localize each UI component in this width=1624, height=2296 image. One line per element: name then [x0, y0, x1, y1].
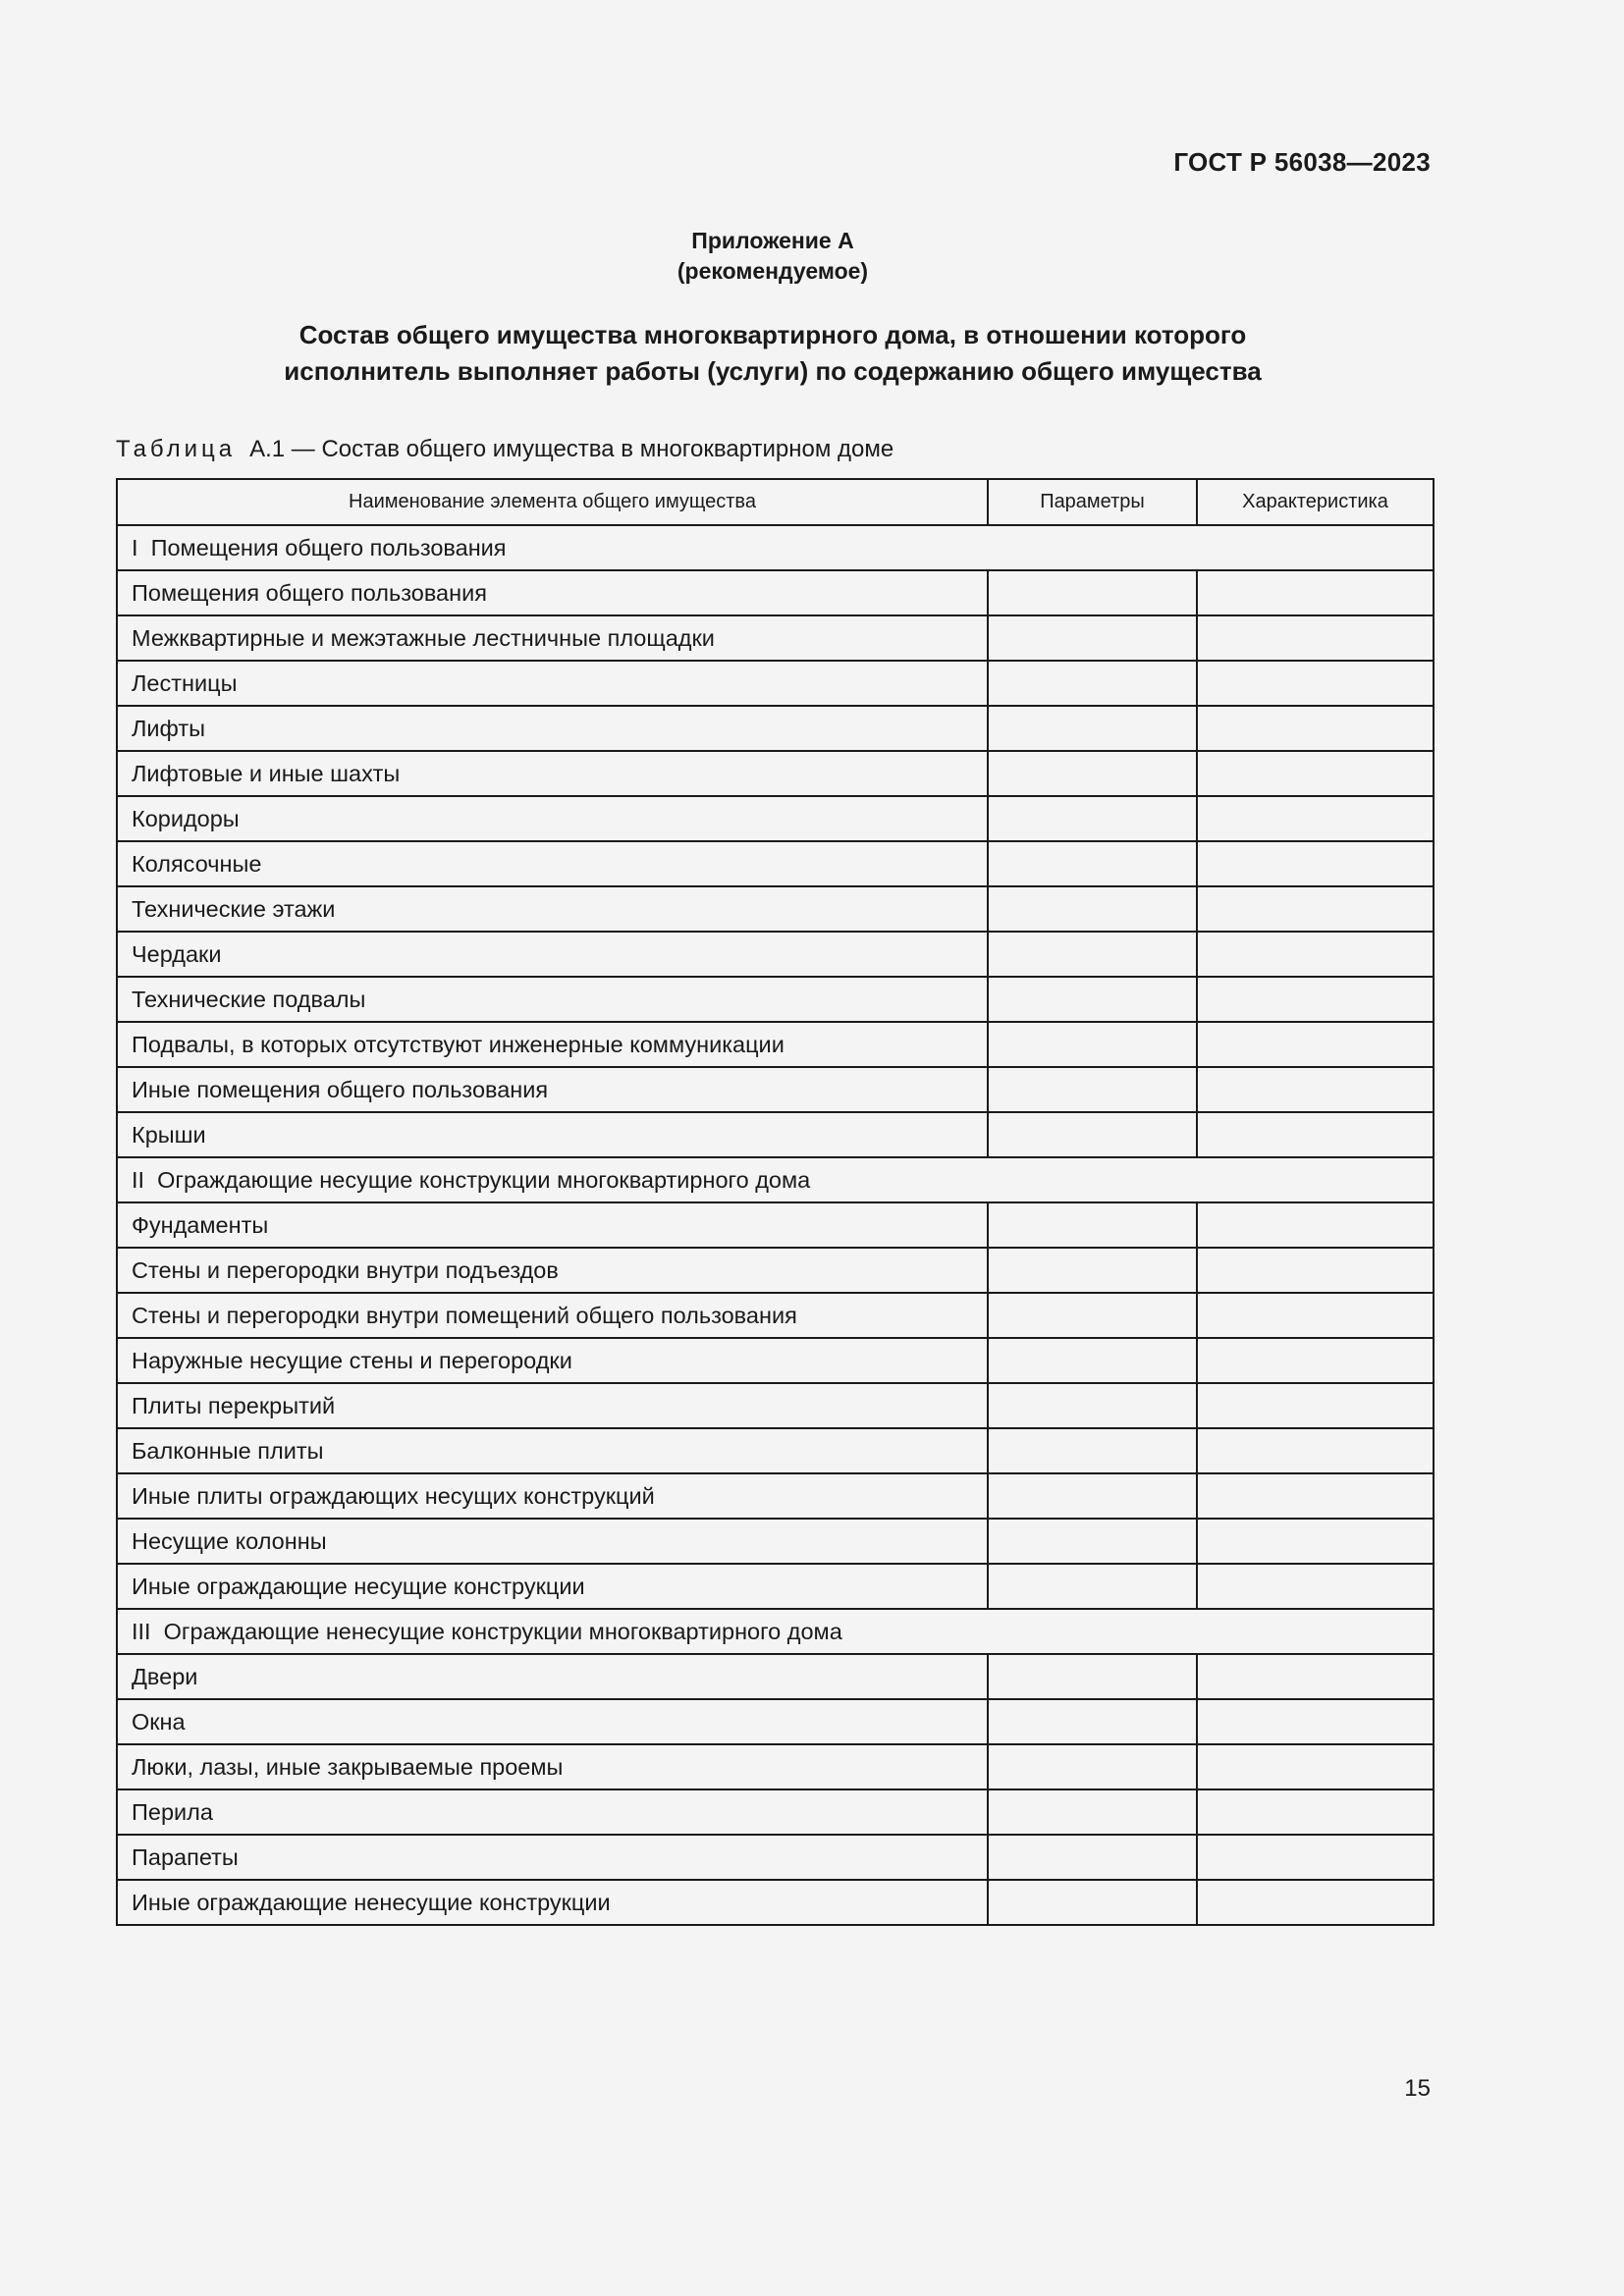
- table-row: [117, 841, 1434, 886]
- characteristics-cell: [1197, 570, 1434, 615]
- element-name-cell: Лифты: [117, 706, 988, 751]
- characteristics-cell: [1197, 1699, 1434, 1744]
- section-title: II Ограждающие несущие конструкции многоквартирного дома: [117, 1157, 1434, 1202]
- parameters-cell: [988, 615, 1197, 661]
- parameters-cell: [988, 977, 1197, 1022]
- parameters-cell: [988, 1880, 1197, 1925]
- appendix-title: Приложение А: [691, 228, 854, 253]
- element-name-cell: Иные ограждающие несущие конструкции: [117, 1564, 988, 1609]
- characteristics-cell: [1197, 1383, 1434, 1428]
- characteristics-cell: [1197, 932, 1434, 977]
- section-row: [117, 525, 1434, 570]
- table-row: [117, 1519, 1434, 1564]
- table-row: [117, 615, 1434, 661]
- characteristics-cell: [1197, 796, 1434, 841]
- characteristics-cell: [1197, 1338, 1434, 1383]
- parameters-cell: [988, 1564, 1197, 1609]
- section-title: III Ограждающие ненесущие конструкции многоквартирного дома: [117, 1609, 1434, 1654]
- parameters-cell: [988, 1293, 1197, 1338]
- characteristics-cell: [1197, 1789, 1434, 1835]
- table-row: [117, 1654, 1434, 1699]
- characteristics-cell: [1197, 1473, 1434, 1519]
- table-row: [117, 661, 1434, 706]
- element-name-cell: Двери: [117, 1654, 988, 1699]
- parameters-cell: [988, 1383, 1197, 1428]
- parameters-cell: [988, 661, 1197, 706]
- element-name-cell: Лестницы: [117, 661, 988, 706]
- column-header-characteristics: Характеристика: [1197, 479, 1434, 525]
- parameters-cell: [988, 1428, 1197, 1473]
- table-row: [117, 932, 1434, 977]
- characteristics-cell: [1197, 1248, 1434, 1293]
- page-number: 15: [1404, 2075, 1431, 2102]
- element-name-cell: Межквартирные и межэтажные лестничные площадки: [117, 615, 988, 661]
- table-row: [117, 1880, 1434, 1925]
- table-row: [117, 1428, 1434, 1473]
- table-header-row: [117, 479, 1434, 525]
- document-title-line-2: исполнитель выполняет работы (услуги) по содержанию общего имущества: [284, 356, 1262, 386]
- characteristics-cell: [1197, 977, 1434, 1022]
- element-name-cell: Коридоры: [117, 796, 988, 841]
- table-row: [117, 1248, 1434, 1293]
- document-title: [0, 317, 1545, 390]
- parameters-cell: [988, 1519, 1197, 1564]
- table-row: [117, 1067, 1434, 1112]
- table-row: [117, 1789, 1434, 1835]
- characteristics-cell: [1197, 661, 1434, 706]
- characteristics-cell: [1197, 1519, 1434, 1564]
- element-name-cell: Крыши: [117, 1112, 988, 1157]
- parameters-cell: [988, 1699, 1197, 1744]
- element-name-cell: Окна: [117, 1699, 988, 1744]
- characteristics-cell: [1197, 1202, 1434, 1248]
- parameters-cell: [988, 1654, 1197, 1699]
- table-row: [117, 886, 1434, 932]
- table-row: [117, 796, 1434, 841]
- characteristics-cell: [1197, 1744, 1434, 1789]
- characteristics-cell: [1197, 841, 1434, 886]
- table-row: [117, 1022, 1434, 1067]
- document-title-line-1: Состав общего имущества многоквартирного дома, в отношении которого: [298, 320, 1247, 349]
- appendix-heading: [0, 226, 1545, 287]
- characteristics-cell: [1197, 751, 1434, 796]
- characteristics-cell: [1197, 886, 1434, 932]
- characteristics-cell: [1197, 615, 1434, 661]
- parameters-cell: [988, 1022, 1197, 1067]
- element-name-cell: Стены и перегородки внутри подъездов: [117, 1248, 988, 1293]
- table-row: [117, 1473, 1434, 1519]
- table-row: [117, 1835, 1434, 1880]
- section-row: [117, 1609, 1434, 1654]
- characteristics-cell: [1197, 1067, 1434, 1112]
- table-row: [117, 1699, 1434, 1744]
- parameters-cell: [988, 1473, 1197, 1519]
- characteristics-cell: [1197, 1293, 1434, 1338]
- standard-number: ГОСТ Р 56038—2023: [1173, 147, 1431, 177]
- characteristics-cell: [1197, 1112, 1434, 1157]
- parameters-cell: [988, 1202, 1197, 1248]
- element-name-cell: Наружные несущие стены и перегородки: [117, 1338, 988, 1383]
- element-name-cell: Стены и перегородки внутри помещений общего пользования: [117, 1293, 988, 1338]
- table-row: [117, 1293, 1434, 1338]
- element-name-cell: Иные помещения общего пользования: [117, 1067, 988, 1112]
- element-name-cell: Помещения общего пользования: [117, 570, 988, 615]
- section-row: [117, 1157, 1434, 1202]
- element-name-cell: Люки, лазы, иные закрываемые проемы: [117, 1744, 988, 1789]
- parameters-cell: [988, 1112, 1197, 1157]
- element-name-cell: Технические этажи: [117, 886, 988, 932]
- property-composition-table: [116, 478, 1435, 1926]
- element-name-cell: Несущие колонны: [117, 1519, 988, 1564]
- characteristics-cell: [1197, 1654, 1434, 1699]
- element-name-cell: Парапеты: [117, 1835, 988, 1880]
- element-name-cell: Плиты перекрытий: [117, 1383, 988, 1428]
- characteristics-cell: [1197, 1564, 1434, 1609]
- table-caption-label: Таблица: [116, 436, 237, 462]
- element-name-cell: Перила: [117, 1789, 988, 1835]
- element-name-cell: Иные плиты ограждающих несущих конструкций: [117, 1473, 988, 1519]
- parameters-cell: [988, 1067, 1197, 1112]
- table-row: [117, 1338, 1434, 1383]
- table-row: [117, 751, 1434, 796]
- parameters-cell: [988, 570, 1197, 615]
- parameters-cell: [988, 1338, 1197, 1383]
- characteristics-cell: [1197, 1835, 1434, 1880]
- parameters-cell: [988, 796, 1197, 841]
- element-name-cell: Колясочные: [117, 841, 988, 886]
- table-row: [117, 1564, 1434, 1609]
- table-row: [117, 1744, 1434, 1789]
- table-row: [117, 1202, 1434, 1248]
- appendix-status: (рекомендуемое): [677, 258, 869, 284]
- table-caption-text: А.1 — Состав общего имущества в многоквартирном доме: [249, 436, 894, 462]
- table-row: [117, 977, 1434, 1022]
- parameters-cell: [988, 841, 1197, 886]
- element-name-cell: Лифтовые и иные шахты: [117, 751, 988, 796]
- table-caption: [116, 436, 893, 463]
- table-row: [117, 706, 1434, 751]
- table-row: [117, 1112, 1434, 1157]
- characteristics-cell: [1197, 1022, 1434, 1067]
- parameters-cell: [988, 1744, 1197, 1789]
- parameters-cell: [988, 706, 1197, 751]
- element-name-cell: Технические подвалы: [117, 977, 988, 1022]
- table-body: [117, 525, 1434, 1925]
- column-header-parameters: Параметры: [988, 479, 1197, 525]
- element-name-cell: Подвалы, в которых отсутствуют инженерные коммуникации: [117, 1022, 988, 1067]
- element-name-cell: Фундаменты: [117, 1202, 988, 1248]
- characteristics-cell: [1197, 706, 1434, 751]
- element-name-cell: Чердаки: [117, 932, 988, 977]
- column-header-name: Наименование элемента общего имущества: [117, 479, 988, 525]
- parameters-cell: [988, 932, 1197, 977]
- characteristics-cell: [1197, 1880, 1434, 1925]
- section-title: I Помещения общего пользования: [117, 525, 1434, 570]
- element-name-cell: Балконные плиты: [117, 1428, 988, 1473]
- characteristics-cell: [1197, 1428, 1434, 1473]
- table-row: [117, 1383, 1434, 1428]
- element-name-cell: Иные ограждающие ненесущие конструкции: [117, 1880, 988, 1925]
- parameters-cell: [988, 751, 1197, 796]
- parameters-cell: [988, 1835, 1197, 1880]
- table-row: [117, 570, 1434, 615]
- parameters-cell: [988, 886, 1197, 932]
- parameters-cell: [988, 1248, 1197, 1293]
- parameters-cell: [988, 1789, 1197, 1835]
